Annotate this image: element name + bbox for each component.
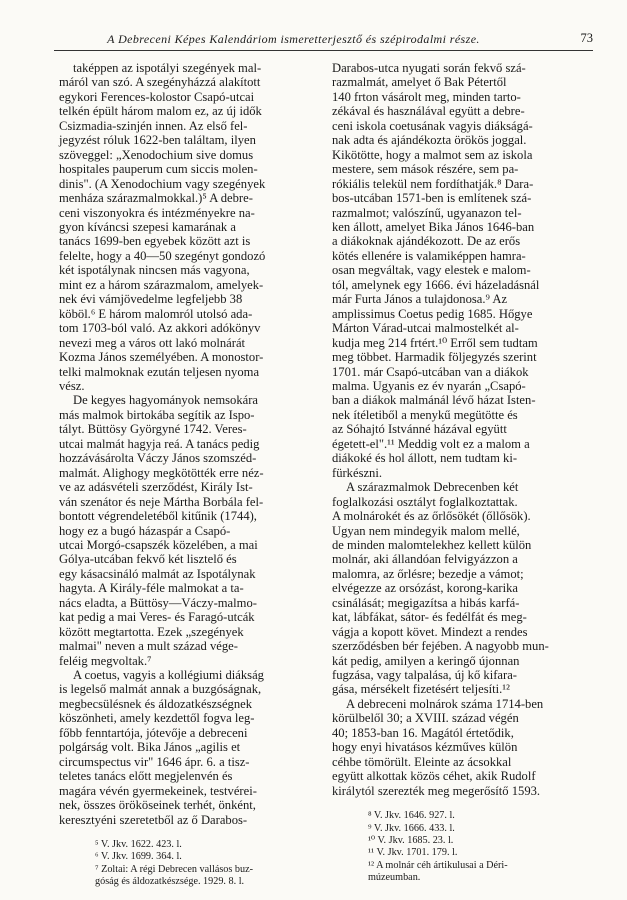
text-line: mint ez a három szárazmalom, amelyek- (59, 277, 264, 292)
text-line: tályt. Büttösy Györgyné 1742. Veres- (59, 422, 247, 437)
text-line: malomra, az őrlésre; bezedje a vámot; (332, 566, 524, 581)
right-column (332, 61, 596, 885)
footnotes (332, 810, 596, 884)
text-line: meg többet. Harmadik följegyzés szerint (332, 350, 537, 365)
text-line: kát pedig, amilyen a keringő újonnan (332, 653, 520, 668)
text-line: főbb fenntartója, jótevője a debreceni (59, 725, 248, 740)
text-line: molnár, aki állandóan felvigyázzon a (332, 552, 518, 567)
text-line: polgárság volt. Bika János „agilis et (59, 740, 241, 755)
footnote: ⁹ V. Jkv. 1666. 433. l. (368, 822, 455, 834)
footnote: ⁶ V. Jkv. 1699. 364. l. (95, 851, 182, 863)
text-line: tanács 1699-ben egyebek között azt is (59, 234, 251, 249)
text-line: magára vévén gyermekeinek, testvérei- (59, 783, 257, 798)
text-line: bontott végrendeletéből kitűnik (1744), (59, 509, 257, 524)
text-line: nács eladta, a Büttösy—Váczy-malmo- (59, 595, 257, 610)
text-line: szerződésben bér fejében. A nagyobb mun- (332, 639, 549, 654)
text-line: hogy enyi hivatásos kézműves külön (332, 740, 518, 755)
text-line: vész. (59, 378, 85, 393)
text-line: Darabos-utca nyugati során fekvő szá- (332, 61, 526, 75)
text-line: céhbe tömörült. Eleinte az ácsokkal (332, 754, 512, 769)
text-line: Gólya-utcában fekvő két lisztelő és (59, 552, 237, 567)
running-title: A Debreceni Képes Kalendáriom ismeretterjesztő és szépirodalmi része. (107, 32, 480, 46)
text-line: ceni viszonyokra és intézményekre na- (59, 205, 255, 220)
text-line: hogy ez a bugó házaspár a Csapó- (59, 523, 231, 538)
text-line: fürkészni. (332, 465, 383, 480)
text-line: amplissimus Coetus pedig 1685. Hőgye (332, 306, 533, 321)
text-line: Csizmadia-szinjén innen. Az első fel- (59, 118, 248, 133)
text-line: a diákoknak ajándékozott. De az erős (332, 234, 521, 249)
text-line: hospitales pauperum cum siccis molen- (59, 162, 258, 177)
paragraph (332, 480, 596, 697)
text-line: között megtartotta. Ezek „szegények (59, 624, 244, 639)
footnotes (59, 839, 323, 889)
text-line: nek, összes örököseinek terhét, önként, (59, 798, 256, 813)
page-number: 73 (580, 31, 593, 45)
text-line: taképpen az ispotályi szegények mal- (73, 61, 262, 75)
text-line: más malmok birtokába segítik az Ispo- (59, 407, 255, 422)
text-line: rókiális telekül nem fordíthatják.⁸ Dara- (332, 176, 534, 191)
text-line: utcai Morgó-csapszék közelében, a mai (59, 537, 258, 552)
left-column (59, 61, 323, 889)
paragraph (59, 668, 323, 827)
text-line: tól, amelynek egy 1666. évi házeladásnál (332, 277, 540, 292)
text-line: 1701. már Csapó-utcában van a diákok (332, 364, 529, 379)
text-line: 40; 1853-ban 16. Magától értetődik, (332, 725, 514, 740)
text-line: A coetus, vagyis a kollégiumi diákság (73, 668, 264, 683)
text-line: De kegyes hagyományok nemsokára (73, 393, 259, 408)
text-line: menháza szárazmalmokkal.)⁵ A debre- (59, 191, 253, 206)
text-line: tom 1703-ból való. Az akkori adókönyv (59, 321, 261, 336)
text-line: máról van szó. A szegényházzá alakított (59, 75, 261, 90)
text-line: diákoké és hol állott, nem tudtam ki- (332, 451, 518, 466)
text-line: megbecsülésnek és áldozatkészségnek (59, 696, 253, 711)
text-line: foglalkozási osztályt foglalkoztattak. (332, 494, 518, 509)
text-line: együtt alkottak közös céhet, akik Rudolf (332, 769, 536, 784)
text-line: mestere, sem mások részére, sem pa- (332, 162, 519, 177)
footnote: múzeumban. (368, 872, 421, 884)
text-line: kat, lábfákat, sátor- és fedélfát és meg- (332, 610, 527, 625)
text-line: ván szenátor és neje Mártha Borbála fel- (59, 494, 264, 509)
text-line: dinis". (A Xenodochium vagy szegények (59, 176, 266, 191)
text-line: malmai" neven a mult század vége- (59, 639, 238, 654)
text-line: szöveggel: „Xenodochium sive domus (59, 147, 254, 162)
text-line: A debreceni molnárok száma 1714-ben (346, 696, 544, 711)
paragraph (59, 393, 323, 668)
footnote: ⁵ V. Jkv. 1622. 423. l. (95, 839, 182, 851)
paragraph (332, 697, 596, 798)
text-line: 140 frton vásárolt meg, minden tarto- (332, 89, 521, 104)
text-line: ve az adásvételi szerződést, Király Ist- (59, 480, 253, 495)
text-line: telkén épült három malom ez, az új idők (59, 104, 262, 119)
text-line: razmalmát, amelyet ő Bak Pétertől (332, 75, 507, 90)
text-line: Márton Várad-utcai malmostelkét al- (332, 321, 519, 336)
text-line: hagyta. A Király-féle malmokat a ta- (59, 581, 244, 596)
text-line: kötés ellenére is valamiképpen hamra- (332, 248, 526, 263)
text-line: utcai malmát hagyja reá. A tanács pedig (59, 436, 260, 451)
text-line: felelte, hogy a 40—50 szegényt gondozó (59, 248, 266, 263)
text-line: köböl.⁶ E három malomról utolsó ada- (59, 306, 253, 321)
text-line: köszönheti, amely kezdettől fogva leg- (59, 711, 255, 726)
text-line: elvégezze az orsózást, korong-karika (332, 581, 519, 596)
text-line: egykori Ferences-kolostor Csapó-utcai (59, 89, 255, 104)
text-line: kat pedig a mai Veres- és Faragó-utcák (59, 610, 255, 625)
text-line: Kozma János személyében. A monostor- (59, 350, 264, 365)
footnote: góság és áldozatkészsége. 1929. 8. l. (95, 876, 245, 888)
footnote: ¹⁰ V. Jkv. 1685. 23. l. (368, 834, 454, 846)
text-line: A molnárokét és az őrlősökét (őllősök). (332, 509, 531, 524)
text-line: A szárazmalmok Debrecenben két (346, 480, 519, 495)
text-line: razmalmot; valószínű, ugyanazon tel- (332, 205, 522, 220)
text-line: fugzása, vagy talpalása, új kő kifara- (332, 668, 517, 683)
text-line: királytól szerezték meg megerősítő 1593. (332, 783, 541, 798)
text-line: már Furta János a tulajdonosa.⁹ Az (332, 292, 508, 307)
text-line: két ispotálynak nincsen más vagyona, (59, 263, 250, 278)
text-line: körülbelől 30; a XVIII. század végén (332, 711, 519, 726)
text-line: telki malmoknak ezután teljesen nyoma (59, 364, 260, 379)
paragraph (332, 61, 596, 480)
text-line: circumspectus vir" 1646 ápr. 6. a tisz- (59, 754, 250, 769)
text-line: ban a diákok malmánál lévő házat Isten- (332, 393, 536, 408)
text-line: égetett-el".¹¹ Meddig volt ez a malom a (332, 436, 530, 451)
footnote: ¹¹ V. Jkv. 1701. 179. l. (368, 847, 458, 859)
running-header (54, 28, 593, 51)
text-line: vágja a kopott követ. Mindezt a rendes (332, 624, 528, 639)
text-line: nak adta és ajándékozta örökös joggal. (332, 133, 527, 148)
text-line: Ugyan nem mindegyik malom mellé, (332, 523, 520, 538)
text-line: malma. Ugyanis ez év nyarán „Csapó- (332, 378, 526, 393)
text-line: ken állott, amelyet Bika János 1646-ban (332, 219, 535, 234)
text-line: nek évi vámjövedelme legfeljebb 38 (59, 292, 243, 307)
text-line: egy kásacsináló malmát az Ispotálynak (59, 566, 256, 581)
text-line: zékával és használával együtt a debre- (332, 104, 525, 119)
footnote: ¹² A molnár céh ártikulusai a Déri- (368, 859, 508, 871)
text-line: gyon kíváncsi szepesi kamarának a (59, 219, 236, 234)
text-line: kudja meg 214 frtért.¹⁰ Erről sem tudtam (332, 335, 538, 350)
text-line: jegyzést róluk 1622-ben találtam, ilyen (59, 133, 256, 148)
footnote: ⁷ Zoltai: A régi Debrecen vallásos buz- (95, 863, 254, 875)
text-line: csinálását; megigazítsa a hibás karfá- (332, 595, 520, 610)
text-line: keresztyéni szeretetből az ő Darabos- (59, 812, 248, 827)
text-line: nek ítéletiből a menykű megütötte és (332, 407, 518, 422)
text-line: az Sóhajtó Istvánné házával együtt (332, 422, 507, 437)
text-line: gása, mérsékelt fizetésért teljesíti.¹² (332, 682, 510, 697)
footnote: ⁸ V. Jkv. 1646. 927. l. (368, 810, 455, 822)
text-line: malmát. Alighogy megkötötték erre néz- (59, 465, 264, 480)
text-line: is legelső malmát annak a buzgóságnak, (59, 682, 262, 697)
text-line: teletes tanács előtt megjelenvén és (59, 769, 233, 784)
text-line: osan megváltak, vagy elestek e malom- (332, 263, 531, 278)
text-line: Kikötötte, hogy a malmot sem az iskola (332, 147, 533, 162)
text-line: ceni iskola coetusának vagyis diákságá- (332, 118, 533, 133)
text-line: nevezi meg a város ott lakó molnárát (59, 335, 246, 350)
text-line: de minden malomtelekhez kellett külön (332, 537, 532, 552)
text-line: bos-utcában 1571-ben is említenek szá- (332, 191, 532, 206)
text-line: hozzávásárolta Váczy János szomszéd- (59, 451, 257, 466)
text-line: feléig megvoltak.⁷ (59, 653, 152, 668)
paragraph (59, 61, 323, 393)
